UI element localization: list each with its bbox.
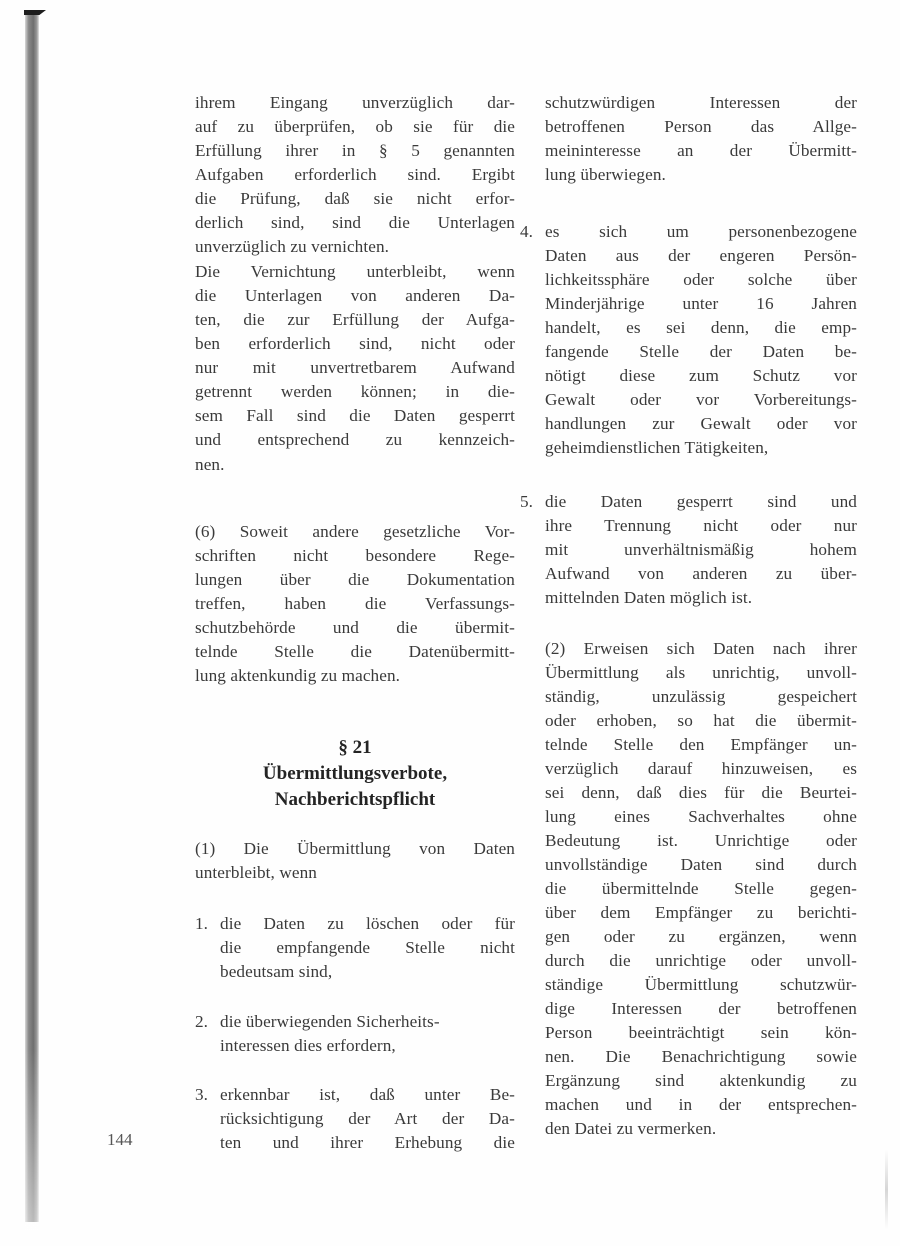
text-line: (1) Die Übermittlung von Daten [195, 839, 515, 858]
text-line: erkennbar ist, daß unter Be- [220, 1085, 515, 1104]
text-line: handelt, es sei denn, die emp- [545, 318, 857, 337]
text-line: schutzbehörde und die übermit- [195, 618, 515, 637]
text-line: nur mit unvertretbarem Aufwand [195, 358, 515, 377]
text-line: durch die unrichtige oder unvoll- [545, 951, 857, 970]
text-line: es sich um personenbezogene [545, 222, 857, 241]
text-line: die empfangende Stelle nicht [220, 938, 515, 957]
text-line: unvollständige Daten sind durch [545, 855, 857, 874]
text-line: betroffenen Person das Allge- [545, 117, 857, 136]
text-line: lungen über die Dokumentation [195, 570, 515, 589]
text-line: ständig, unzulässig gespeichert [545, 687, 857, 706]
binding-top-mark [24, 10, 46, 15]
text-line: (6) Soweit andere gesetzliche Vor- [195, 522, 515, 541]
list-number: 3. [195, 1085, 208, 1104]
text-line: handlungen zur Gewalt oder vor [545, 414, 857, 433]
section-number: § 21 [338, 737, 372, 758]
text-line: geheimdienstlichen Tätigkeiten, [545, 438, 769, 457]
text-line: telnde Stelle den Empfänger un- [545, 735, 857, 754]
section-title-line-2: Nachberichtspflicht [274, 789, 436, 810]
text-line: den Datei zu vermerken. [545, 1119, 717, 1138]
page-number: 144 [107, 1130, 133, 1149]
text-line: sei denn, daß dies für die Beurtei- [545, 783, 857, 802]
list-number: 4. [520, 222, 533, 241]
text-line: unterbleibt, wenn [195, 863, 317, 882]
text-line: ten und ihrer Erhebung die [220, 1133, 515, 1152]
list-number: 5. [520, 492, 533, 511]
right-column [520, 0, 857, 1246]
text-line: rücksichtigung der Art der Da- [220, 1109, 515, 1128]
text-line: oder erhoben, so hat die übermit- [545, 711, 857, 730]
text-line: die Prüfung, daß sie nicht erfor- [195, 189, 515, 208]
text-line: die übermittelnde Stelle gegen- [545, 879, 857, 898]
text-line: lichkeitssphäre oder solche über [545, 270, 857, 289]
text-line: ständige Übermittlung schutzwür- [545, 975, 857, 994]
text-line: die Unterlagen von anderen Da- [195, 286, 515, 305]
text-line: Gewalt oder vor Vorbereitungs- [545, 390, 857, 409]
text-line: und entsprechend zu kennzeich- [195, 430, 515, 449]
text-line: dige Interessen der betroffenen [545, 999, 857, 1018]
text-line: lung aktenkundig zu machen. [195, 666, 401, 685]
text-line: lung überwiegen. [545, 165, 666, 184]
left-column [195, 0, 515, 1246]
text-line: Person beeinträchtigt sein kön- [545, 1023, 857, 1042]
text-line: sem Fall sind die Daten gesperrt [195, 406, 515, 425]
text-line: Aufwand von anderen zu über- [545, 564, 857, 583]
text-line: gen oder zu ergänzen, wenn [545, 927, 857, 946]
list-number: 1. [195, 914, 208, 933]
text-line: über dem Empfänger zu berichti- [545, 903, 857, 922]
text-line: interessen dies erfordern, [220, 1036, 396, 1055]
text-line: schutzwürdigen Interessen der [545, 93, 857, 112]
text-line: verzüglich darauf hinzuweisen, es [545, 759, 857, 778]
text-line: Aufgaben erforderlich sind. Ergibt [195, 165, 515, 184]
text-line: treffen, haben die Verfassungs- [195, 594, 515, 613]
text-line: Die Vernichtung unterbleibt, wenn [195, 262, 515, 281]
text-line: schriften nicht besondere Rege- [195, 546, 515, 565]
text-line: meininteresse an der Übermitt- [545, 141, 857, 160]
text-line: die Daten zu löschen oder für [220, 914, 515, 933]
right-edge-shadow [885, 1150, 888, 1230]
text-line: Ergänzung sind aktenkundig zu [545, 1071, 857, 1090]
text-line: machen und in der entsprechen- [545, 1095, 857, 1114]
text-line: auf zu überprüfen, ob sie für die [195, 117, 515, 136]
text-line: Minderjährige unter 16 Jahren [545, 294, 857, 313]
text-line: Erfüllung ihrer in § 5 genannten [195, 141, 515, 160]
text-line: nötigt diese zum Schutz vor [545, 366, 857, 385]
text-line: fangende Stelle der Daten be- [545, 342, 857, 361]
book-binding-shadow [25, 12, 39, 1222]
text-line: getrennt werden können; in die- [195, 382, 515, 401]
text-line: Übermittlung als unrichtig, unvoll- [545, 663, 857, 682]
text-line: lung eines Sachverhaltes ohne [545, 807, 857, 826]
text-line: ben erforderlich sind, nicht oder [195, 334, 515, 353]
text-line: nen. [195, 455, 225, 474]
text-line: mittelnden Daten möglich ist. [545, 588, 753, 607]
text-line: Bedeutung ist. Unrichtige oder [545, 831, 857, 850]
text-line: mit unverhältnismäßig hohem [545, 540, 857, 559]
text-line: nen. Die Benachrichtigung sowie [545, 1047, 857, 1066]
text-line: Daten aus der engeren Persön- [545, 246, 857, 265]
text-line: ten, die zur Erfüllung der Aufga- [195, 310, 515, 329]
text-line: ihrem Eingang unverzüglich dar- [195, 93, 515, 112]
text-line: unverzüglich zu vernichten. [195, 237, 390, 256]
text-line: bedeutsam sind, [220, 962, 333, 981]
section-title-line-1: Übermittlungsverbote, [262, 763, 448, 784]
text-line: die Daten gesperrt sind und [545, 492, 857, 511]
text-line: telnde Stelle die Datenübermitt- [195, 642, 515, 661]
list-number: 2. [195, 1012, 208, 1031]
binding-fade [25, 1050, 39, 1230]
text-line: die überwiegenden Sicherheits- [220, 1012, 440, 1031]
text-line: ihre Trennung nicht oder nur [545, 516, 857, 535]
text-line: derlich sind, sind die Unterlagen [195, 213, 515, 232]
text-line: (2) Erweisen sich Daten nach ihrer [545, 639, 857, 658]
